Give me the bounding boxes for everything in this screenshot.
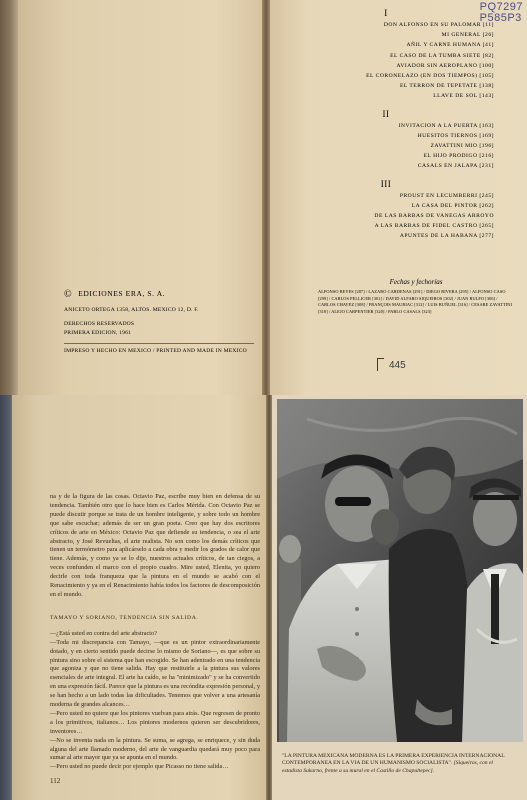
book-cover-edge (0, 0, 18, 395)
call-number-line: P585P3 (479, 12, 522, 24)
photo-caption (282, 753, 508, 775)
toc-section (272, 121, 500, 172)
toc-section-numeral: II (382, 108, 390, 119)
toc-entry: EL TERRON DE TEPETATE [138] (399, 83, 494, 90)
caption-detail: [Siqueiros, con el estadista Sukarno, frente a su mural en el Castillo de Chapultepec]. (282, 760, 493, 774)
toc-entry: MI GENERAL [26] (441, 32, 494, 39)
printed-notice: IMPRESO Y HECHO EN MEXICO / PRINTED AND MADE IN MEXICO (64, 348, 247, 354)
stamp-bracket (377, 358, 384, 371)
call-number-line: PQ7297 (479, 1, 523, 13)
toc-entry: AÑIL Y CARNE HUMANA [41] (406, 42, 494, 49)
toc-section-numeral: I (384, 8, 388, 18)
photograph-image (277, 399, 523, 742)
book-gutter (262, 0, 270, 395)
imprint-divider (64, 343, 254, 344)
edition-notice: PRIMERA EDICION, 1961 (64, 329, 132, 336)
toc-entry: DE LAS BARBAS DE VANEGAS ARROYO (374, 213, 494, 220)
toc-section (272, 191, 500, 242)
body-paragraph: —Pero usted no puede decir por ejemplo que Picasso no tiene salida… (50, 763, 229, 771)
publisher-line (64, 290, 254, 300)
photograph (277, 399, 523, 742)
toc-entry: EL CASO DE LA TUMBA SIETE [82] (390, 52, 494, 59)
page-body (50, 493, 260, 772)
publisher-address: ANICETO ORTEGA 1358, ALTOS. MEXICO 12, D. F. (64, 306, 199, 313)
toc-section (272, 20, 500, 102)
body-paragraph: —Toda mi discrepancia con Tamayo, —que es un pintor extraordinariamente dotado, y en cierto sentido puede decirse lo mismo de Soriano—, es que sobre su pintura sino sobre el sistema que han escogido. Se han adentrado en una tendencia que agoniza y que no tiene salida. Hay que restituirle a la pintura sus valores esenciales de arte integral. El arte ha caído, se ha "minimizado" y se ha convertido en una expresión fácil. Parece que la pintura es una recóndita expresión personal, y se han hecho a un lado todas las dificultades. Tenemos que volver a una artesanía moderna de grandes alcances… (50, 638, 260, 709)
rights-notice: DERECHOS RESERVADOS (64, 321, 135, 327)
body-paragraph: —No se inventa nada en la pintura. Se suma, se agrega, se enriquece, y sin duda alguna del arte llamado moderno, del arte de vanguardia quedará muy poco para sumar al arte mayor que ya se apunta en el mundo. (50, 736, 260, 762)
body-paragraph: —¿Está usted en contra del arte abstracto? (50, 629, 157, 637)
toc-entry: HUESITOS TIERNOS [169] (417, 132, 494, 139)
inventory-stamp (377, 358, 406, 371)
bottom-spread (0, 395, 527, 800)
section-heading: TAMAYO Y SORIANO, TENDENCIA SIN SALIDA. (50, 614, 199, 621)
table-of-contents (272, 8, 500, 242)
toc-entry: ZAVATTINI MIO [196] (430, 143, 494, 150)
caption-quote: "LA PINTURA MEXICANA MODERNA ES LA PRIMERA EXPERIENCIA INTERNACIONAL CONTEMPORANEA EN LA VIA DE UN HUMANISMO SOCIALISTA". (282, 753, 505, 767)
body-paragraph: na y de la figura de las cosas. Octavio Paz, escribe muy bien en defensa de su tendencia. También otro que lo hace bien es Carlos Mérida. Con Octavio Paz se puede discutir porque se trata de un hombre inteligente, y sobre todo un hombre que sabe escuchar; además de ser un gran poeta. Creo que hay dos escritores críticos de arte en México: Octavio Paz que defiende su tendencia, o sea el arte abstracto, y José Revueltas, el arte realista. No son como los demás críticos que tienen un termómetro para aplicárselo a cada obra y medir los grados de calor que tiene. Además, y como ya se lo dije, nuestros actuales críticos, de tan ciegos, a veces confunden el marco con el propio cuadro. Mire usted, Elenita, yo quiero decirle con toda franqueza que la pintura en el mundo se acabó con el Renacimiento y ya en el Renacimiento había todos los factores de descomposición en el mundo. (50, 493, 260, 598)
imprint-block (64, 290, 254, 356)
toc-entry: EL CORONELAZO (EN DOS TIEMPOS) [105] (366, 73, 494, 80)
toc-entry: INVITACION A LA PUERTA [163] (398, 122, 494, 129)
toc-entry: LA CASA DEL PINTOR [262] (411, 202, 494, 209)
toc-entry: EL HIJO PRODIGO [216] (423, 153, 494, 160)
fechas-list: ALFONSO REYES [287] / LAZARO CARDENAS [291] / DIEGO RIVERA [295] / ALFONSO CASO [299] / CARLOS PELLICER [301] / DAVID ALFARO SIQUEIROS [302] / JUAN RULFO [306] / CARLOS CHAVEZ [308] / FRANÇOIS MAURIAC [312] / LUIS BUÑUEL [316] / CESARE ZAVATTINI [318] / ALEJO CARPENTIER [320] / PABLO CASALS [323] (318, 289, 512, 314)
page-number: 112 (50, 777, 61, 785)
toc-section-numeral: III (380, 178, 392, 189)
stamp-number: 445 (389, 360, 406, 371)
fechas-heading: Fechas y fechorías (389, 278, 443, 286)
toc-entry: A LAS BARBAS DE FIDEL CASTRO [265] (374, 223, 494, 230)
publisher-name: EDICIONES ERA, S. A. (78, 289, 166, 298)
toc-entry: APUNTES DE LA HABANA [277] (399, 233, 494, 240)
toc-entry: CASALS EN JALAPA [231] (417, 163, 494, 170)
toc-entry: AVIADOR SIN AEROPLANO [100] (396, 62, 494, 69)
body-paragraph: —Pero usted no quiere que los pintores vuelvan para atrás. Que regresen de pronto a los primitivos, italianos… Los pintores modernos quieren ser descubridores, inventores… (50, 709, 260, 735)
top-spread (0, 0, 527, 395)
copyright-symbol: © (64, 289, 73, 300)
book-gutter (266, 395, 272, 800)
toc-entry: PROUST EN LECUMBERRI [245] (399, 192, 494, 199)
toc-entry: DON ALFONSO EN SU PALOMAR [11] (383, 22, 494, 28)
toc-entry: LLAVE DE SOL [143] (433, 93, 494, 100)
